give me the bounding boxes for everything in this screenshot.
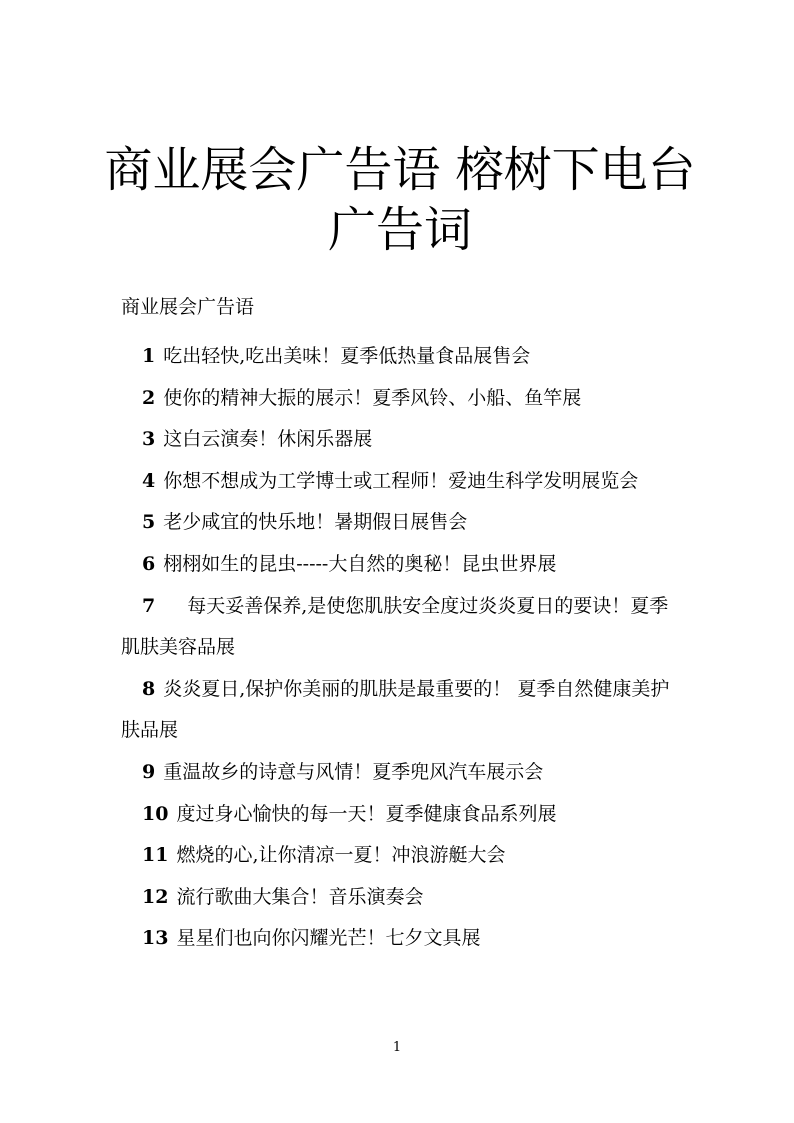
item-number: 13 <box>142 927 169 950</box>
list-item <box>121 669 676 752</box>
list-item <box>121 336 676 378</box>
list-item <box>121 419 676 461</box>
list-item <box>121 918 676 960</box>
item-text: 老少咸宜的快乐地！暑期假日展售会 <box>163 511 468 534</box>
item-number: 9 <box>142 760 156 783</box>
item-number: 12 <box>142 885 169 908</box>
item-number: 7 <box>142 594 156 617</box>
item-text: 燃烧的心,让你清凉一夏！冲浪游艇大会 <box>176 844 506 867</box>
item-number: 3 <box>142 428 156 451</box>
item-number: 10 <box>142 802 169 825</box>
item-number: 5 <box>142 511 156 534</box>
item-number: 2 <box>142 386 156 409</box>
slogan-list <box>121 336 676 960</box>
item-text: 这白云演奏！休闲乐器展 <box>163 428 373 451</box>
page-number: 1 <box>392 1040 402 1055</box>
item-text: 炎炎夏日,保护你美丽的肌肤是最重要的！ 夏季自然健康美护肤品展 <box>121 677 670 742</box>
item-number: 8 <box>142 677 156 700</box>
item-text: 每天妥善保养,是使您肌肤安全度过炎炎夏日的要诀！夏季肌肤美容品展 <box>121 594 669 659</box>
item-text: 使你的精神大振的展示！夏季风铃、小船、鱼竿展 <box>163 386 582 409</box>
list-item <box>121 835 676 877</box>
list-item <box>121 586 676 669</box>
section-heading: 商业展会广告语 <box>121 296 255 318</box>
item-text: 吃出轻快,吃出美味！夏季低热量食品展售会 <box>163 345 531 367</box>
item-text: 重温故乡的诗意与风情！夏季兜风汽车展示会 <box>163 760 544 783</box>
item-text: 流行歌曲大集合！音乐演奏会 <box>176 885 424 908</box>
list-item <box>121 461 676 503</box>
item-number: 11 <box>142 844 169 867</box>
item-text: 星星们也向你闪耀光芒！七夕文具展 <box>176 927 481 950</box>
list-item <box>121 378 676 420</box>
item-text: 你想不想成为工学博士或工程师！爱迪生科学发明展览会 <box>163 469 639 492</box>
item-number: 4 <box>142 469 156 492</box>
item-text: 度过身心愉快的每一天！夏季健康食品系列展 <box>176 802 557 825</box>
item-number: 6 <box>142 552 156 575</box>
list-item <box>121 794 676 836</box>
item-number: 1 <box>142 345 156 367</box>
list-item <box>121 544 676 586</box>
list-item <box>121 877 676 919</box>
list-item <box>121 752 676 794</box>
list-item <box>121 502 676 544</box>
item-text: 栩栩如生的昆虫-----大自然的奥秘！昆虫世界展 <box>163 552 557 575</box>
document-title: 商业展会广告语 榕树下电台广告词 <box>104 142 696 258</box>
